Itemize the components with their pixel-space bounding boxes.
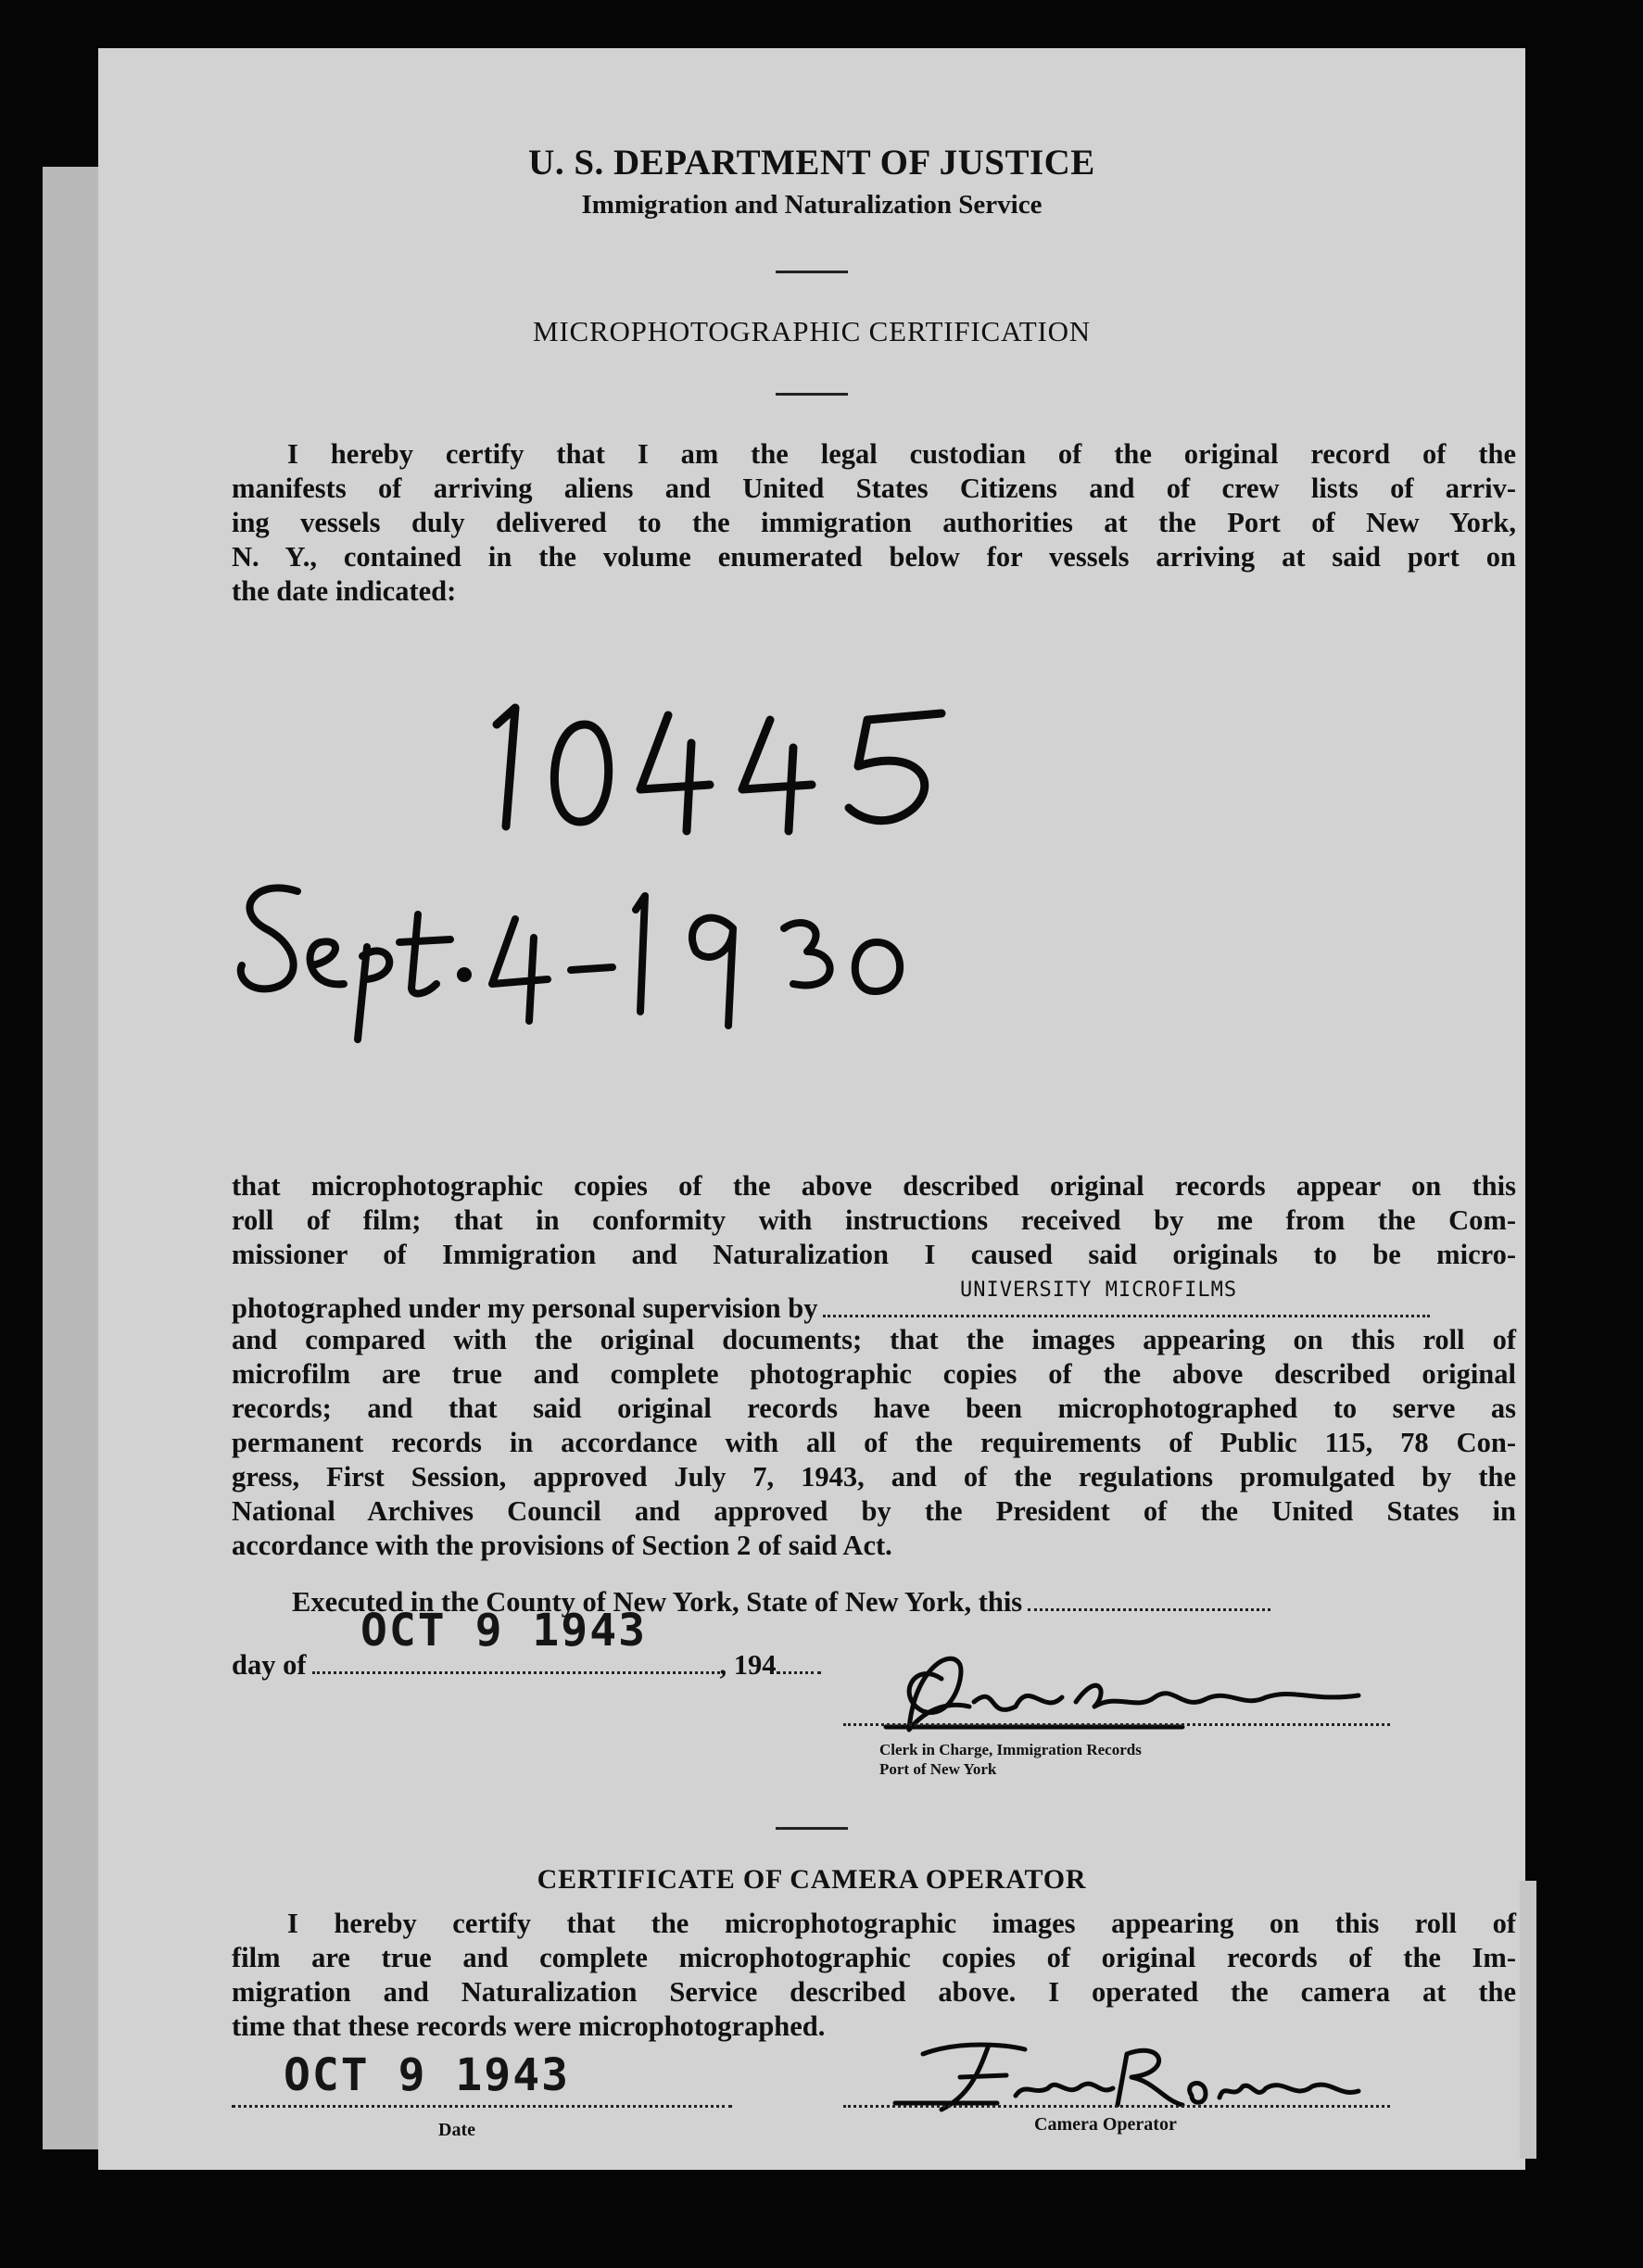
intro-paragraph bbox=[232, 437, 1516, 609]
agency-heading: U. S. DEPARTMENT OF JUSTICE bbox=[528, 143, 1095, 183]
body-line: gress, First Session, approved July 7, 1943, and of the regulations promulgated by the bbox=[232, 1461, 1516, 1493]
handwritten-arrival-date bbox=[228, 873, 932, 1058]
camera-paragraph bbox=[232, 1907, 1516, 2044]
day-fill-line bbox=[1028, 1608, 1270, 1611]
intro-line: I hereby certify that I am the legal custodian of the original record of the bbox=[287, 438, 1516, 470]
camera-certificate-title: CERTIFICATE OF CAMERA OPERATOR bbox=[537, 1864, 1087, 1895]
certification-paragraph bbox=[232, 1169, 1516, 1272]
day-of-label: day of bbox=[232, 1649, 307, 1681]
body-line: missioner of Immigration and Naturalization I caused said originals to be micro- bbox=[232, 1239, 1516, 1270]
divider bbox=[776, 393, 848, 396]
camera-date-stamp: OCT 9 1943 bbox=[284, 2049, 570, 2101]
body-line: and compared with the original documents; that the images appearing on this roll of bbox=[232, 1324, 1516, 1355]
supervisor-fill-line bbox=[823, 1315, 1430, 1317]
camera-line: migration and Naturalization Service described above. I operated the camera at the bbox=[232, 1976, 1516, 2008]
certificate-page bbox=[98, 48, 1525, 2170]
intro-line: ing vessels duly delivered to the immigration authorities at the Port of New York, bbox=[232, 507, 1516, 538]
intro-line: manifests of arriving aliens and United States Citizens and of crew lists of arriv- bbox=[232, 472, 1516, 504]
sheet-edge bbox=[1520, 1881, 1536, 2159]
body-line: roll of film; that in conformity with instructions received by me from the Com- bbox=[232, 1204, 1516, 1236]
body-line: accordance with the provisions of Section 2 of said Act. bbox=[232, 1530, 892, 1561]
divider bbox=[776, 1827, 848, 1830]
supervisor-name: UNIVERSITY MICROFILMS bbox=[960, 1279, 1238, 1302]
body-line: records; and that said original records have been microphotographed to serve as bbox=[232, 1392, 1516, 1424]
body-line: National Archives Council and approved by the President of the United States in bbox=[232, 1495, 1516, 1527]
supervision-prefix: photographed under my personal supervision by bbox=[232, 1292, 818, 1324]
body-line: microfilm are true and complete photographic copies of the above described original bbox=[232, 1358, 1516, 1390]
certification-paragraph-continued bbox=[232, 1323, 1516, 1563]
day-of-line bbox=[232, 1649, 821, 1682]
camera-line: I hereby certify that the microphotographic images appearing on this roll of bbox=[287, 1908, 1516, 1939]
executed-text: Executed in the County of New York, State of New York, this bbox=[292, 1586, 1023, 1618]
body-line: that microphotographic copies of the above described original records appear on this bbox=[232, 1170, 1516, 1202]
date-line bbox=[232, 2105, 732, 2108]
clerk-signature-line bbox=[843, 1723, 1390, 1726]
year-prefix: , 194 bbox=[719, 1649, 777, 1681]
month-fill-line bbox=[312, 1671, 720, 1674]
intro-line: N. Y., contained in the volume enumerated below for vessels arriving at said port on bbox=[232, 541, 1516, 573]
camera-line: time that these records were microphotographed. bbox=[232, 2010, 826, 2042]
camera-operator-caption: Camera Operator bbox=[1034, 2114, 1177, 2135]
document-title: MICROPHOTOGRAPHIC CERTIFICATION bbox=[533, 315, 1091, 347]
supervision-line bbox=[232, 1292, 1516, 1325]
camera-line: film are true and complete microphotographic copies of original records of the Im- bbox=[232, 1942, 1516, 1973]
body-line: permanent records in accordance with all of the requirements of Public 115, 78 Con- bbox=[232, 1427, 1516, 1458]
intro-line: the date indicated: bbox=[232, 575, 457, 607]
date-caption: Date bbox=[438, 2120, 475, 2140]
divider bbox=[776, 271, 848, 273]
clerk-title-line: Port of New York bbox=[879, 1760, 997, 1778]
handwritten-volume-number bbox=[478, 697, 960, 836]
clerk-title bbox=[879, 1740, 1142, 1779]
year-fill-line bbox=[777, 1671, 821, 1674]
camera-operator-signature-line bbox=[843, 2105, 1390, 2108]
service-heading: Immigration and Naturalization Service bbox=[581, 190, 1043, 220]
clerk-signature bbox=[877, 1642, 1396, 1744]
clerk-title-line: Clerk in Charge, Immigration Records bbox=[879, 1741, 1142, 1758]
execution-date-stamp: OCT 9 1943 bbox=[360, 1605, 647, 1657]
